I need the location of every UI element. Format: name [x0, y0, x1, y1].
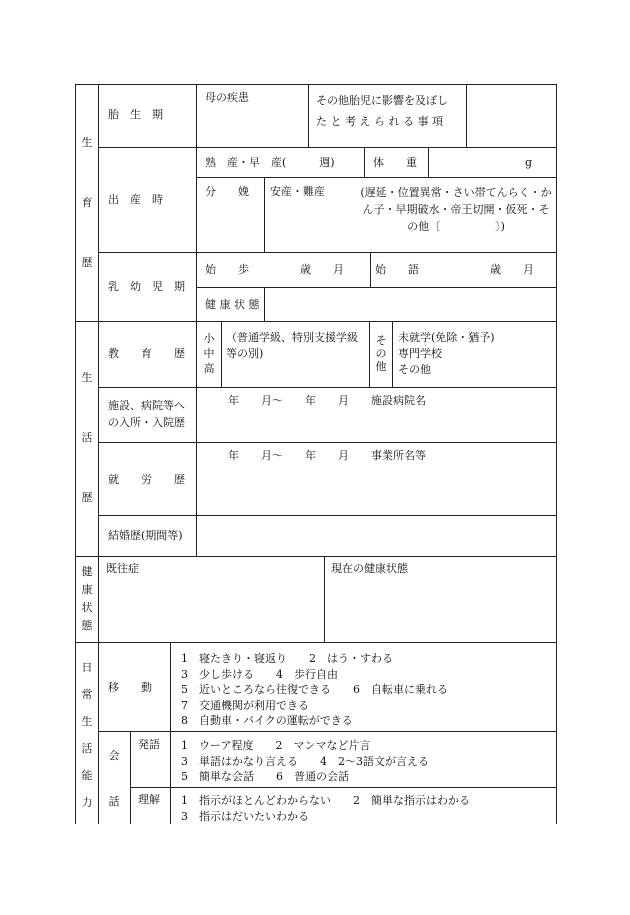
section-rule: [75, 321, 556, 322]
other-char-1: そ: [375, 334, 387, 347]
first-speech-label: 始 語: [375, 263, 419, 276]
school-elementary: 小: [203, 332, 215, 345]
rule: [264, 177, 265, 252]
speech-label: 発語: [138, 738, 160, 751]
rule: [98, 731, 556, 732]
mobility-option: 8 自動車・バイクの運転ができる: [181, 714, 353, 728]
section-rule: [75, 556, 556, 557]
other-effects-label-line1: その他胎児に影響を及ぼし: [316, 94, 448, 107]
first-walk-age: 歳 月: [300, 263, 344, 276]
term-field: 熟 産・早 産( 週): [205, 156, 335, 169]
rule: [130, 731, 131, 824]
comprehension-options: [181, 793, 470, 824]
health-condition-label: 健 康 状 態: [205, 298, 260, 311]
rule: [392, 321, 393, 387]
rule: [308, 84, 309, 147]
facility-history-label-line2: の入所・入院歴: [108, 416, 185, 429]
school-high: 高: [203, 362, 215, 375]
rule: [98, 147, 556, 148]
rule: [98, 252, 556, 253]
speech-option: 5 簡単な会話 6 普通の会話: [181, 770, 349, 784]
weight-unit: g: [525, 156, 533, 169]
health-label-char-2: 康: [81, 583, 93, 596]
form-left-border: [75, 84, 76, 824]
education-label: 教 育 歴: [108, 347, 185, 360]
other-char-3: 他: [375, 360, 387, 373]
current-health-label: 現在の健康状態: [331, 562, 408, 575]
daily-label-char-6: 力: [81, 796, 93, 809]
rule: [196, 287, 556, 288]
rule: [369, 321, 370, 387]
work-history-label: 就 労 歴: [108, 473, 185, 486]
form-top-border: [75, 84, 556, 85]
mobility-label: 移 動: [108, 681, 152, 694]
conversation-label-char-2: 話: [108, 795, 120, 808]
education-other-item: その他: [398, 363, 431, 376]
growth-label-char-2: 育: [81, 196, 93, 209]
life-label-char-3: 歴: [81, 491, 93, 504]
mobility-option: 3 少し歩ける 4 歩行自由: [181, 667, 338, 681]
first-speech-age: 歳 月: [490, 263, 534, 276]
growth-label-char-3: 歴: [81, 256, 93, 269]
facility-name-label: 施設病院名: [371, 394, 426, 407]
fetal-period-label: 胎 生 期: [108, 108, 163, 121]
speech-option: 1 ウーア程度 2 マンマなど片言: [181, 739, 371, 752]
rule: [221, 321, 222, 387]
rule: [196, 177, 556, 178]
rule: [170, 642, 171, 824]
education-other-item: 専門学校: [398, 347, 442, 360]
rule: [364, 147, 365, 177]
comprehension-option: 1 指示がほとんどわからない 2 簡単な指示はわかる: [181, 794, 470, 807]
speech-option: 3 単語はかなり言える 4 2〜3語文が言える: [181, 754, 429, 768]
life-label-char-1: 生: [81, 371, 93, 384]
rule: [98, 442, 556, 443]
health-label-char-3: 状: [81, 601, 93, 614]
past-illness-label: 既往症: [106, 562, 139, 575]
difficulty-details: (遅延・位置異常・さい帯てんらく・かん子・早期破水・帝王切開・仮死・その他〔 〕): [360, 186, 552, 233]
education-other-item: 未就学(免除・猶予): [398, 331, 495, 344]
facility-history-label-line1: 施設、病院等へ: [108, 399, 185, 412]
facility-period: 年 月〜 年 月: [228, 394, 349, 407]
rule: [98, 387, 556, 388]
conversation-label-char-1: 会: [108, 749, 120, 762]
marriage-history-label: 結婚歴(期間等): [108, 529, 183, 542]
comprehension-label: 理解: [138, 793, 160, 806]
mobility-options: [181, 651, 448, 729]
health-label-char-4: 態: [81, 619, 93, 632]
daily-label-char-2: 常: [81, 688, 93, 701]
delivery-type: 安産・難産: [270, 185, 325, 198]
mobility-option: 5 近いところなら往復できる 6 自転車に乗れる: [181, 683, 448, 697]
growth-label-char-1: 生: [81, 136, 93, 149]
daily-label-char-3: 生: [81, 715, 93, 728]
first-walk-label: 始 歩: [205, 263, 249, 276]
delivery-label: 分 娩: [205, 185, 249, 198]
class-type-note: （普通学級、特別支援学級等の別): [226, 331, 358, 360]
rule: [264, 287, 265, 321]
birth-label: 出 産 時: [108, 193, 163, 206]
health-label-char-1: 健: [81, 565, 93, 578]
form-right-border: [556, 84, 557, 824]
workplace-name-label: 事業所名等: [371, 449, 426, 462]
school-junior-high: 中: [203, 347, 215, 360]
section-rule: [75, 642, 556, 643]
infancy-label: 乳 幼 児 期: [108, 280, 185, 293]
weight-label: 体 重: [373, 156, 417, 169]
rule: [130, 787, 556, 788]
rule: [370, 252, 371, 287]
rule: [98, 84, 99, 824]
rule: [466, 84, 467, 147]
maternal-disease-label: 母の疾患: [205, 91, 249, 104]
rule: [428, 147, 429, 177]
comprehension-option: 3 指示はだいたいわかる: [181, 809, 309, 823]
daily-label-char-4: 活: [81, 742, 93, 755]
daily-label-char-1: 日: [81, 661, 93, 674]
rule: [324, 556, 325, 642]
rule: [98, 515, 556, 516]
speech-options: [181, 738, 429, 785]
daily-label-char-5: 能: [81, 769, 93, 782]
mobility-option: 1 寝たきり・寝返り 2 はう・すわる: [181, 652, 393, 665]
other-char-2: の: [375, 347, 387, 360]
work-period: 年 月〜 年 月: [228, 449, 349, 462]
mobility-option: 7 交通機関が利用できる: [181, 698, 309, 712]
other-effects-label-line2: た と 考 え ら れ る 事 項: [316, 115, 443, 128]
rule: [196, 84, 197, 556]
life-label-char-2: 活: [81, 431, 93, 444]
